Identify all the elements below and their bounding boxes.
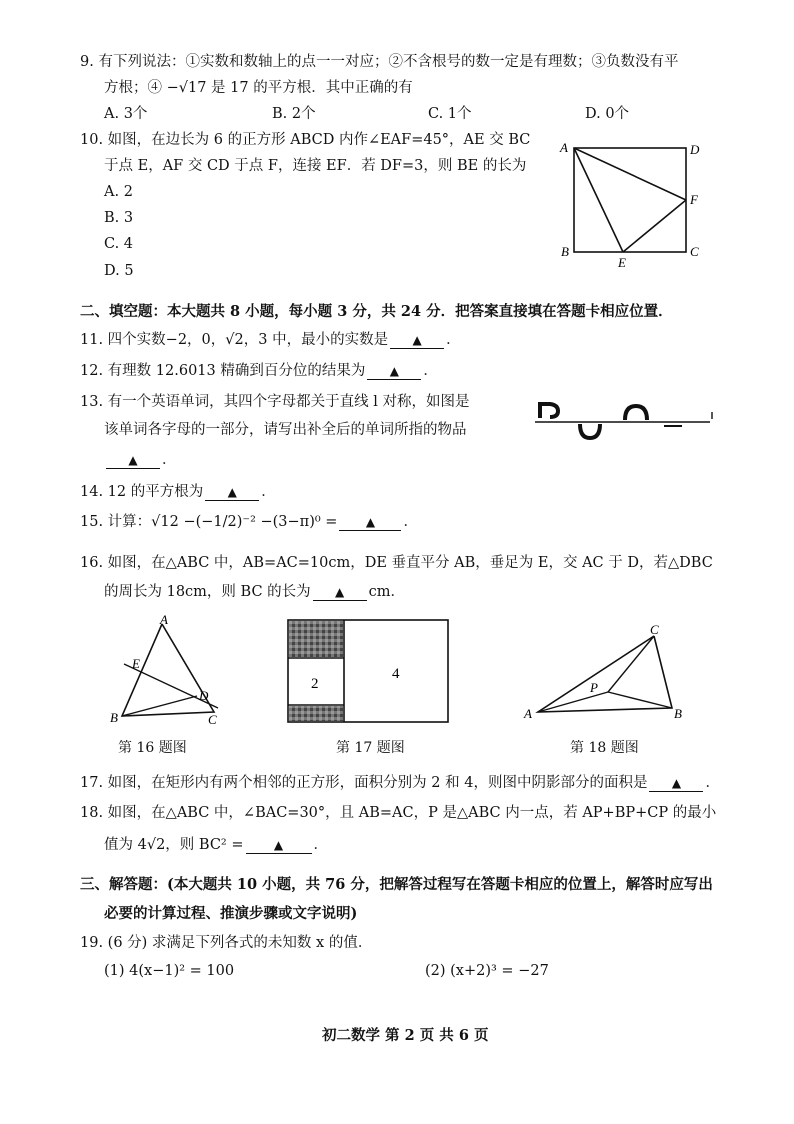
q16-end: cm．	[368, 584, 406, 600]
q13-line2: 该单词各字母的一部分，请写出补全后的单词所指的物品	[104, 422, 467, 438]
q19-part2: (2) (x+2)³ = −27	[425, 963, 549, 979]
page-footer: 初二数学 第 2 页 共 6 页	[322, 1027, 489, 1044]
label-a: A	[560, 140, 568, 155]
fig18-caption: 第 18 题图	[570, 740, 639, 756]
fig18-label-b: B	[674, 706, 682, 721]
q9-option-c: C. 1个	[428, 106, 472, 122]
letter-fragment-u	[580, 424, 600, 438]
q12	[80, 361, 438, 381]
q16-line2	[104, 582, 405, 602]
q9-line2: 方根；④ −√17 是 17 的平方根．其中正确的有	[104, 80, 413, 96]
q14	[80, 482, 276, 502]
fig16-triangle	[104, 612, 234, 732]
q18-end: ．	[313, 837, 328, 853]
fig16-label-b: B	[110, 710, 118, 725]
q9-option-a: A. 3个	[104, 106, 148, 122]
q10-option-a: A. 2	[104, 184, 133, 200]
q13-line1: 13. 有一个英语单词，其四个字母都关于直线 l 对称，如图是	[80, 394, 470, 410]
q13-answer-line	[104, 450, 177, 470]
label-f: F	[690, 192, 698, 207]
q10-line2: 于点 E，AF 交 CD 于点 F，连接 EF．若 DF=3，则 BE 的长为	[104, 158, 527, 174]
q18-text: 值为 4√2，则 BC² =	[104, 837, 244, 853]
q17-end: ．	[705, 775, 720, 791]
q13-answer-blank: ▲	[106, 452, 160, 469]
q17-answer-blank: ▲	[649, 775, 703, 792]
fig17-caption: 第 17 题图	[336, 740, 405, 756]
q19-title: 19. (6 分) 求满足下列各式的未知数 x 的值．	[80, 935, 373, 951]
letter-fragment-b	[540, 404, 558, 418]
q18-line1: 18. 如图，在△ABC 中，∠BAC=30°，且 AB=AC，P 是△ABC 内一点，若 AP+BP+CP 的最小	[80, 805, 717, 821]
q13-letters-figure	[530, 394, 720, 444]
q14-answer-blank: ▲	[205, 484, 259, 501]
segment-ef	[623, 200, 686, 252]
q16-text: 的周长为 18cm，则 BC 的长为	[104, 584, 311, 600]
q11-text: 11. 四个实数−2，0，√2，3 中，最小的实数是	[80, 332, 389, 348]
label-d: D	[690, 142, 700, 157]
label-e: E	[618, 255, 626, 270]
q9-option-b: B. 2个	[272, 106, 316, 122]
segment-ap	[538, 692, 608, 712]
q15-answer-blank: ▲	[339, 514, 401, 531]
q18-line2	[104, 835, 328, 855]
q13-end: ．	[162, 452, 177, 468]
fig18-label-c: C	[650, 622, 659, 637]
q11-answer-blank: ▲	[390, 332, 444, 349]
fig17-rectangle	[286, 618, 456, 726]
fig18-label-a: A	[524, 706, 532, 721]
q12-answer-blank: ▲	[367, 363, 421, 380]
square-area-2: 2	[311, 676, 319, 692]
q9-option-d: D. 0个	[585, 106, 630, 122]
fig16-caption: 第 16 题图	[118, 740, 187, 756]
q9-line1: 9. 有下列说法：①实数和数轴上的点一一对应；②不含根号的数一定是有理数；③负数没有平	[80, 54, 679, 70]
q12-text: 12. 有理数 12.6013 精确到百分位的结果为	[80, 363, 366, 379]
section-3-heading-line2: 必要的计算过程、推演步骤或文字说明)	[104, 905, 358, 922]
section-2-heading: 二、填空题：本大题共 8 小题，每小题 3 分，共 24 分．把答案直接填在答题卡相应位置．	[80, 303, 673, 320]
fig18-label-p: P	[590, 680, 598, 695]
q10-option-b: B. 3	[104, 210, 134, 226]
fig16-label-c: C	[208, 712, 217, 727]
q18-answer-blank: ▲	[246, 837, 312, 854]
q10-figure-square	[556, 136, 716, 270]
q10-option-d: D. 5	[104, 263, 134, 279]
fig16-label-d: D	[199, 688, 209, 703]
shaded-region-bottom	[289, 706, 343, 721]
label-b: B	[561, 244, 569, 259]
q17	[80, 773, 720, 793]
fig18-triangle	[520, 620, 700, 728]
q14-end: ．	[261, 484, 276, 500]
q10-option-c: C. 4	[104, 236, 134, 252]
triangle-abc	[538, 636, 672, 712]
fig16-label-a: A	[160, 612, 168, 627]
q16-answer-blank: ▲	[313, 584, 367, 601]
q19-part1: (1) 4(x−1)² = 100	[104, 963, 235, 979]
square-area-4: 4	[392, 666, 400, 682]
q17-text: 17. 如图，在矩形内有两个相邻的正方形，面积分别为 2 和 4，则图中阴影部分的面积是	[80, 775, 648, 791]
segment-ae	[574, 148, 623, 252]
segment-cp	[608, 636, 654, 692]
shaded-region-top	[289, 621, 343, 657]
section-3-heading-line1: 三、解答题：(本大题共 10 小题，共 76 分，把解答过程写在答题卡相应的位置上，解答时应写出	[80, 876, 713, 893]
q14-text: 14. 12 的平方根为	[80, 484, 204, 500]
q15-text: 15. 计算：√12 −(−1/2)⁻² −(3−π)⁰ =	[80, 514, 338, 530]
segment-af	[574, 148, 686, 200]
q10-line1: 10. 如图，在边长为 6 的正方形 ABCD 内作∠EAF=45°，AE 交 BC	[80, 132, 531, 148]
letter-fragment-o	[625, 406, 647, 420]
q15	[80, 512, 418, 532]
label-c: C	[690, 244, 699, 259]
q11-end: ．	[446, 332, 461, 348]
fig16-label-e: E	[132, 656, 140, 671]
segment-bp	[608, 692, 672, 708]
square-abcd	[574, 148, 686, 252]
q16-line1: 16. 如图，在△ABC 中，AB=AC=10cm，DE 垂直平分 AB，垂足为 E，交 AC 于 D，若△DBC	[80, 555, 713, 571]
q11	[80, 330, 461, 350]
q15-end: ．	[403, 514, 418, 530]
q12-end: ．	[423, 363, 438, 379]
